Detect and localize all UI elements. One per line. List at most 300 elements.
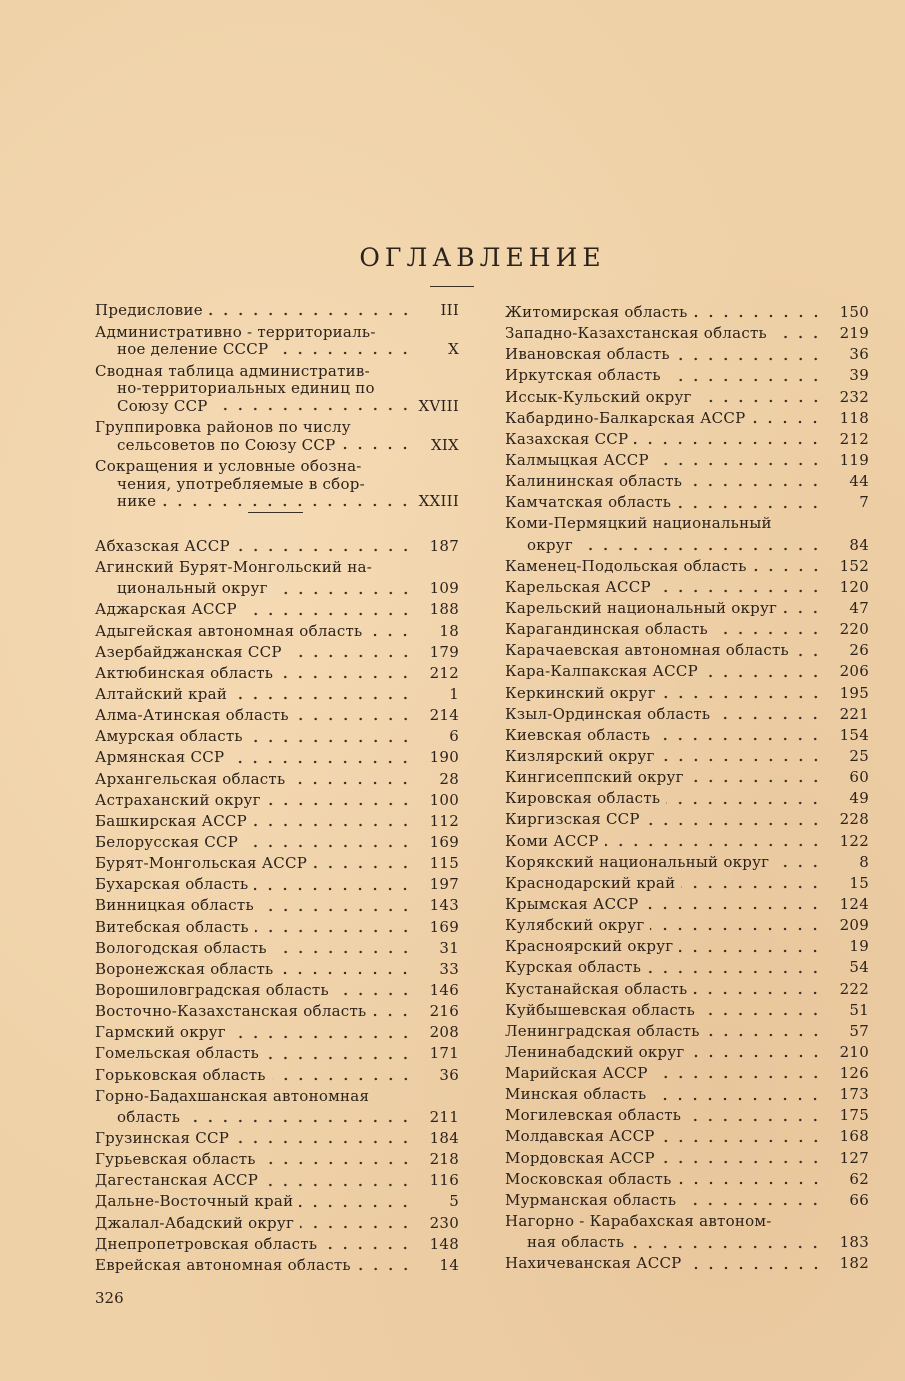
toc-entry-title: Кара-Калпакская АССР xyxy=(505,662,698,681)
toc-entry-line xyxy=(95,1022,459,1043)
dot-leader xyxy=(661,1148,823,1169)
dot-leader xyxy=(698,387,823,408)
toc-entry-title: Молдавская АССР xyxy=(505,1127,655,1146)
toc-entry[interactable] xyxy=(505,1253,869,1274)
toc-entry-line xyxy=(95,398,459,416)
toc-entry-page: 26 xyxy=(849,641,869,660)
dot-leader xyxy=(652,1084,823,1105)
toc-entry-page: 14 xyxy=(439,1255,459,1274)
toc-entry-page: 120 xyxy=(839,577,869,596)
toc-entry-line xyxy=(505,725,869,746)
dot-leader xyxy=(262,1149,413,1170)
toc-entry-line xyxy=(505,1021,869,1042)
toc-entry-page: 208 xyxy=(429,1023,459,1042)
toc-entry[interactable] xyxy=(95,599,459,620)
toc-entry[interactable] xyxy=(95,1001,459,1022)
toc-entry[interactable] xyxy=(95,853,459,874)
toc-entry-page: 188 xyxy=(429,600,459,619)
toc-entry-title: Амурская область xyxy=(95,727,243,746)
toc-entry-title: Кингисеппский округ xyxy=(505,768,684,787)
toc-entry[interactable] xyxy=(95,1022,459,1043)
toc-entry-line xyxy=(95,536,459,557)
toc-entry[interactable] xyxy=(505,344,869,365)
dot-leader xyxy=(688,1253,823,1274)
toc-entry-title: Сводная таблица административ- xyxy=(95,361,370,380)
toc-entry[interactable] xyxy=(95,1065,459,1086)
toc-entry[interactable] xyxy=(505,809,869,830)
toc-entry-page: 116 xyxy=(429,1171,459,1190)
toc-entry[interactable] xyxy=(505,556,869,577)
toc-entry[interactable] xyxy=(505,640,869,661)
toc-entry-title: Азербайджанская ССР xyxy=(95,642,282,661)
toc-entry-page: 44 xyxy=(849,472,869,491)
toc-entry-line xyxy=(505,492,869,513)
toc-entry[interactable] xyxy=(505,725,869,746)
toc-entry-line xyxy=(95,458,459,476)
toc-entry-line xyxy=(505,323,869,344)
toc-entry-line xyxy=(95,1065,459,1086)
dot-leader xyxy=(186,1107,413,1128)
toc-entry-page: 112 xyxy=(429,811,459,830)
toc-entry[interactable] xyxy=(95,938,459,959)
toc-entry-line xyxy=(95,705,459,726)
toc-entry-title: чения, употребляемые в сбор- xyxy=(117,474,365,493)
toc-entry-title: Джалал-Абадский округ xyxy=(95,1213,295,1232)
toc-entry[interactable] xyxy=(95,1234,459,1255)
toc-entry[interactable] xyxy=(95,1213,459,1234)
toc-entry-page: 206 xyxy=(839,662,869,681)
toc-entry[interactable] xyxy=(95,832,459,853)
toc-entry-page: 5 xyxy=(449,1192,459,1211)
toc-entry-line xyxy=(505,1253,869,1274)
toc-entry-line xyxy=(95,302,459,320)
toc-entry-line xyxy=(505,577,869,598)
toc-entry[interactable] xyxy=(505,492,869,513)
toc-entry-page: 175 xyxy=(839,1106,869,1125)
toc-entry[interactable] xyxy=(505,1211,869,1253)
dot-leader xyxy=(714,619,823,640)
toc-entry-title: Алма-Атинская область xyxy=(95,706,289,725)
toc-entry-line xyxy=(505,746,869,767)
toc-entry-title: Карачаевская автономная область xyxy=(505,641,789,660)
toc-entry-page: 212 xyxy=(839,429,869,448)
dot-leader xyxy=(243,599,413,620)
toc-entry-line xyxy=(505,767,869,788)
toc-entry-page: 100 xyxy=(429,790,459,809)
dot-leader xyxy=(279,959,413,980)
toc-entry-title: Кабардино-Балкарская АССР xyxy=(505,408,746,427)
toc-entry-page: 197 xyxy=(429,875,459,894)
toc-entry[interactable] xyxy=(95,980,459,1001)
toc-entry-title: Ивановская область xyxy=(505,345,670,364)
dot-leader xyxy=(341,437,413,455)
toc-entry[interactable] xyxy=(95,1086,459,1128)
toc-entry-line xyxy=(95,324,459,342)
toc-entry-page: 214 xyxy=(429,706,459,725)
toc-entry-title: Куйбышевская область xyxy=(505,1000,696,1019)
toc-entry[interactable] xyxy=(505,302,869,323)
toc-entry-title: Башкирская АССР xyxy=(95,811,247,830)
toc-entry-title: ное деление СССР xyxy=(117,340,269,358)
toc-entry-line xyxy=(505,894,869,915)
toc-entry[interactable] xyxy=(505,471,869,492)
toc-entry[interactable] xyxy=(95,1149,459,1170)
dot-leader xyxy=(279,663,413,684)
dot-leader xyxy=(209,302,413,320)
toc-entry[interactable] xyxy=(505,1042,869,1063)
toc-entry[interactable] xyxy=(95,302,459,320)
toc-entry-line xyxy=(95,363,459,381)
toc-entry-title: Карельская АССР xyxy=(505,577,651,596)
toc-entry[interactable] xyxy=(95,1255,459,1276)
toc-entry-page: 127 xyxy=(839,1148,869,1167)
dot-leader xyxy=(690,767,823,788)
toc-entry-page: 219 xyxy=(839,324,869,343)
toc-entry[interactable] xyxy=(95,1191,459,1212)
dot-leader xyxy=(716,704,823,725)
toc-entry-title: Дагестанская АССР xyxy=(95,1171,259,1190)
dot-leader xyxy=(267,790,413,811)
toc-entry[interactable] xyxy=(505,323,869,344)
front-matter-list xyxy=(95,302,459,515)
toc-entry-page: 209 xyxy=(839,916,869,935)
toc-entry[interactable] xyxy=(505,683,869,704)
toc-entry-line xyxy=(505,1063,869,1084)
dot-leader xyxy=(646,809,823,830)
toc-entry-line xyxy=(505,302,869,323)
dot-leader xyxy=(775,852,823,873)
toc-entry-line xyxy=(95,1234,459,1255)
toc-entry-title: Воронежская область xyxy=(95,959,274,978)
toc-entry-title: Мурманская область xyxy=(505,1190,677,1209)
dot-leader xyxy=(236,536,413,557)
toc-entry-line xyxy=(505,556,869,577)
toc-entry[interactable] xyxy=(505,788,869,809)
toc-entry[interactable] xyxy=(505,1190,869,1211)
toc-entry[interactable] xyxy=(95,458,459,511)
toc-entry-page: 169 xyxy=(429,832,459,851)
toc-entry-title: Камчатская область xyxy=(505,493,672,512)
toc-entry-page: 15 xyxy=(849,873,869,892)
toc-entry-page: 168 xyxy=(839,1127,869,1146)
toc-entry-line xyxy=(95,1213,459,1234)
toc-entry-line xyxy=(95,980,459,1001)
toc-entry[interactable] xyxy=(505,577,869,598)
toc-entry[interactable] xyxy=(95,917,459,938)
toc-entry-title: Горно-Бадахшанская автономная xyxy=(95,1086,370,1105)
dot-leader xyxy=(687,1105,823,1126)
toc-entry-line xyxy=(505,598,869,619)
toc-entry-page: 184 xyxy=(429,1128,459,1147)
toc-entry-page: 143 xyxy=(429,896,459,915)
toc-entry[interactable] xyxy=(505,619,869,640)
toc-entry[interactable] xyxy=(95,959,459,980)
toc-entry-title: Гомельская область xyxy=(95,1044,260,1063)
toc-entry-line xyxy=(95,769,459,790)
toc-entry[interactable] xyxy=(505,1000,869,1021)
dot-leader xyxy=(682,1190,823,1211)
toc-entry[interactable] xyxy=(505,1021,869,1042)
toc-entry-title: ная область xyxy=(527,1233,625,1252)
dot-leader xyxy=(295,705,413,726)
toc-entry[interactable] xyxy=(505,873,869,894)
toc-entry-page: 146 xyxy=(429,980,459,999)
toc-entry[interactable] xyxy=(505,1105,869,1126)
toc-entry[interactable] xyxy=(95,1128,459,1149)
toc-entry[interactable] xyxy=(505,1148,869,1169)
dot-leader xyxy=(214,398,413,416)
toc-entry-line xyxy=(95,1001,459,1022)
toc-entry-line xyxy=(505,1042,869,1063)
toc-entry-line xyxy=(505,1232,869,1253)
toc-entry-line xyxy=(505,704,869,725)
toc-entry-line xyxy=(505,661,869,682)
toc-entry-line xyxy=(95,917,459,938)
toc-entry-title: Ленинабадский округ xyxy=(505,1042,685,1061)
dot-leader xyxy=(661,1126,823,1147)
toc-entry-title: Архангельская область xyxy=(95,769,286,788)
toc-entry-page: 124 xyxy=(839,894,869,913)
dot-leader xyxy=(661,746,823,767)
toc-entry-title: Адыгейская автономная область xyxy=(95,621,363,640)
toc-entry-line xyxy=(505,513,869,534)
toc-entry-title: Киевская область xyxy=(505,725,651,744)
dot-leader xyxy=(662,683,823,704)
toc-entry-page: 51 xyxy=(849,1000,869,1019)
toc-entry[interactable] xyxy=(505,831,869,852)
dot-leader xyxy=(667,365,823,386)
dot-leader xyxy=(299,1191,413,1212)
toc-entry-page: 228 xyxy=(839,810,869,829)
toc-entry-title: сельсоветов по Союзу ССР xyxy=(117,435,336,454)
dot-leader xyxy=(260,895,413,916)
dot-leader xyxy=(273,938,413,959)
toc-entry-line xyxy=(95,663,459,684)
dot-leader xyxy=(579,535,823,556)
dot-leader xyxy=(357,1255,413,1276)
dot-leader xyxy=(773,323,823,344)
toc-entry-title: Ленинградская область xyxy=(505,1021,700,1040)
toc-entry-title: но-территориальных единиц по xyxy=(117,379,375,397)
toc-entry[interactable] xyxy=(95,747,459,768)
dot-leader xyxy=(162,493,412,511)
toc-entry[interactable] xyxy=(505,894,869,915)
dot-leader xyxy=(666,788,823,809)
toc-entry-line xyxy=(95,874,459,895)
dot-leader xyxy=(701,1000,823,1021)
toc-entry-title: Гурьевская область xyxy=(95,1150,256,1169)
toc-entry[interactable] xyxy=(95,324,459,359)
dot-leader xyxy=(706,1021,823,1042)
toc-entry-title: Каменец-Подольская область xyxy=(505,556,747,575)
dot-leader xyxy=(372,1001,413,1022)
toc-entry-page: III xyxy=(440,301,459,319)
toc-entry-page: 230 xyxy=(429,1213,459,1232)
toc-entry-title: Сокращения и условные обозна- xyxy=(95,457,362,475)
toc-entry[interactable] xyxy=(505,852,869,873)
toc-entry-title: Агинский Бурят-Монгольский на- xyxy=(95,558,373,577)
dot-leader xyxy=(681,873,823,894)
toc-entry[interactable] xyxy=(505,979,869,1000)
toc-entry[interactable] xyxy=(95,790,459,811)
toc-entry[interactable] xyxy=(95,363,459,416)
toc-entry-title: Витебская область xyxy=(95,917,249,936)
toc-entry-line xyxy=(95,1043,459,1064)
toc-entry-title: Краснодарский край xyxy=(505,873,676,892)
toc-entry[interactable] xyxy=(505,1063,869,1084)
toc-entry-title: Карагандинская область xyxy=(505,620,708,639)
toc-entry[interactable] xyxy=(95,684,459,705)
toc-entry[interactable] xyxy=(505,767,869,788)
toc-entry-line xyxy=(505,852,869,873)
toc-entry[interactable] xyxy=(505,957,869,978)
title-divider xyxy=(430,286,474,287)
toc-entry-line xyxy=(95,790,459,811)
toc-entry[interactable] xyxy=(505,598,869,619)
toc-entry-page: 220 xyxy=(839,620,869,639)
toc-entry-page: 152 xyxy=(839,556,869,575)
toc-entry[interactable] xyxy=(505,1126,869,1147)
toc-entry-page: 66 xyxy=(849,1190,869,1209)
toc-entry[interactable] xyxy=(95,642,459,663)
toc-entry-page: 109 xyxy=(429,579,459,598)
toc-entry-line xyxy=(95,1149,459,1170)
dot-leader xyxy=(656,725,823,746)
toc-entry-title: Грузинская ССР xyxy=(95,1128,230,1147)
dot-leader xyxy=(313,853,413,874)
toc-entry-page: 190 xyxy=(429,748,459,767)
left-column-list xyxy=(95,536,459,1276)
toc-entry-page: 173 xyxy=(839,1085,869,1104)
toc-entry-title: Винницкая область xyxy=(95,896,254,915)
toc-entry-line xyxy=(505,471,869,492)
dot-leader xyxy=(254,874,413,895)
dot-leader xyxy=(634,429,823,450)
toc-entry-line xyxy=(95,684,459,705)
toc-entry[interactable] xyxy=(505,746,869,767)
toc-entry[interactable] xyxy=(95,705,459,726)
toc-entry-line xyxy=(505,788,869,809)
toc-entry-page: 47 xyxy=(849,598,869,617)
toc-entry-title: Абхазская АССР xyxy=(95,537,230,555)
dot-leader xyxy=(264,1170,413,1191)
toc-entry-page: 182 xyxy=(839,1254,869,1273)
toc-entry-title: Бурят-Монгольская АССР xyxy=(95,854,308,873)
dot-leader xyxy=(783,598,823,619)
toc-entry[interactable] xyxy=(505,1084,869,1105)
toc-entry-line xyxy=(505,640,869,661)
toc-entry-line xyxy=(505,387,869,408)
toc-entry-line xyxy=(505,873,869,894)
toc-entry-title: Белорусская ССР xyxy=(95,832,239,851)
toc-entry-line xyxy=(505,429,869,450)
toc-entry-title: Астраханский округ xyxy=(95,790,261,809)
toc-entry-page: 33 xyxy=(439,959,459,978)
dot-leader xyxy=(753,556,823,577)
toc-entry[interactable] xyxy=(505,661,869,682)
toc-entry[interactable] xyxy=(505,408,869,429)
toc-entry[interactable] xyxy=(505,704,869,725)
toc-entry[interactable] xyxy=(505,387,869,408)
toc-entry-title: Аджарская АССР xyxy=(95,600,237,619)
toc-entry[interactable] xyxy=(505,915,869,936)
toc-entry-page: 195 xyxy=(839,683,869,702)
toc-entry[interactable] xyxy=(505,1169,869,1190)
toc-entry-page: 211 xyxy=(429,1107,459,1126)
toc-entry-page: 25 xyxy=(849,746,869,765)
toc-entry[interactable] xyxy=(505,365,869,386)
toc-entry-line xyxy=(505,365,869,386)
toc-entry-page: 7 xyxy=(859,493,869,512)
toc-entry-page: 8 xyxy=(859,852,869,871)
toc-entry-line xyxy=(505,979,869,1000)
toc-entry-line xyxy=(505,1000,869,1021)
toc-entry[interactable] xyxy=(95,726,459,747)
dot-leader xyxy=(244,832,413,853)
toc-entry-line xyxy=(95,621,459,642)
toc-entry-line xyxy=(95,419,459,437)
toc-entry-title: Предисловие xyxy=(95,301,203,319)
toc-entry-page: 171 xyxy=(429,1044,459,1063)
toc-entry-line xyxy=(95,642,459,663)
toc-entry[interactable] xyxy=(505,429,869,450)
toc-entry-title: Мордовская АССР xyxy=(505,1148,655,1167)
toc-entry[interactable] xyxy=(95,769,459,790)
toc-entry-title: Ворошиловградская область xyxy=(95,980,329,999)
toc-entry[interactable] xyxy=(95,621,459,642)
toc-entry[interactable] xyxy=(95,1170,459,1191)
toc-entry-title: Административно - территориаль- xyxy=(95,322,376,341)
toc-entry[interactable] xyxy=(95,663,459,684)
toc-entry[interactable] xyxy=(505,513,869,555)
toc-entry[interactable] xyxy=(95,811,459,832)
toc-entry[interactable] xyxy=(95,895,459,916)
toc-entry-line xyxy=(95,380,459,398)
toc-entry[interactable] xyxy=(505,450,869,471)
dot-leader xyxy=(688,471,823,492)
toc-entry[interactable] xyxy=(95,874,459,895)
toc-entry-line xyxy=(95,832,459,853)
toc-entry-title: Нагорно - Карабахская автоном- xyxy=(505,1212,772,1231)
toc-entry-page: 19 xyxy=(849,937,869,956)
toc-entry-line xyxy=(95,959,459,980)
dot-leader xyxy=(272,1065,413,1086)
toc-entry-title: область xyxy=(117,1107,181,1126)
toc-entry-line xyxy=(95,437,459,455)
toc-entry-title: Иркутская область xyxy=(505,366,661,385)
toc-entry-page: 28 xyxy=(439,769,459,788)
toc-entry-page: 18 xyxy=(439,621,459,640)
toc-entry[interactable] xyxy=(505,936,869,957)
toc-entry-page: 62 xyxy=(849,1169,869,1188)
toc-entry[interactable] xyxy=(95,557,459,599)
toc-entry-line xyxy=(505,936,869,957)
toc-entry-line xyxy=(95,747,459,768)
toc-entry-title: Могилевская область xyxy=(505,1106,682,1125)
toc-entry-page: 84 xyxy=(849,535,869,554)
toc-entry-title: Кулябский округ xyxy=(505,916,645,935)
toc-entry-page: 39 xyxy=(849,366,869,385)
dot-leader xyxy=(647,957,823,978)
dot-leader xyxy=(605,831,823,852)
dot-leader xyxy=(650,915,823,936)
toc-entry-page: 218 xyxy=(429,1150,459,1169)
dot-leader xyxy=(630,1232,823,1253)
toc-entry-page: 115 xyxy=(429,854,459,873)
toc-entry[interactable] xyxy=(95,419,459,454)
toc-entry[interactable] xyxy=(95,1043,459,1064)
toc-entry[interactable] xyxy=(95,536,459,557)
